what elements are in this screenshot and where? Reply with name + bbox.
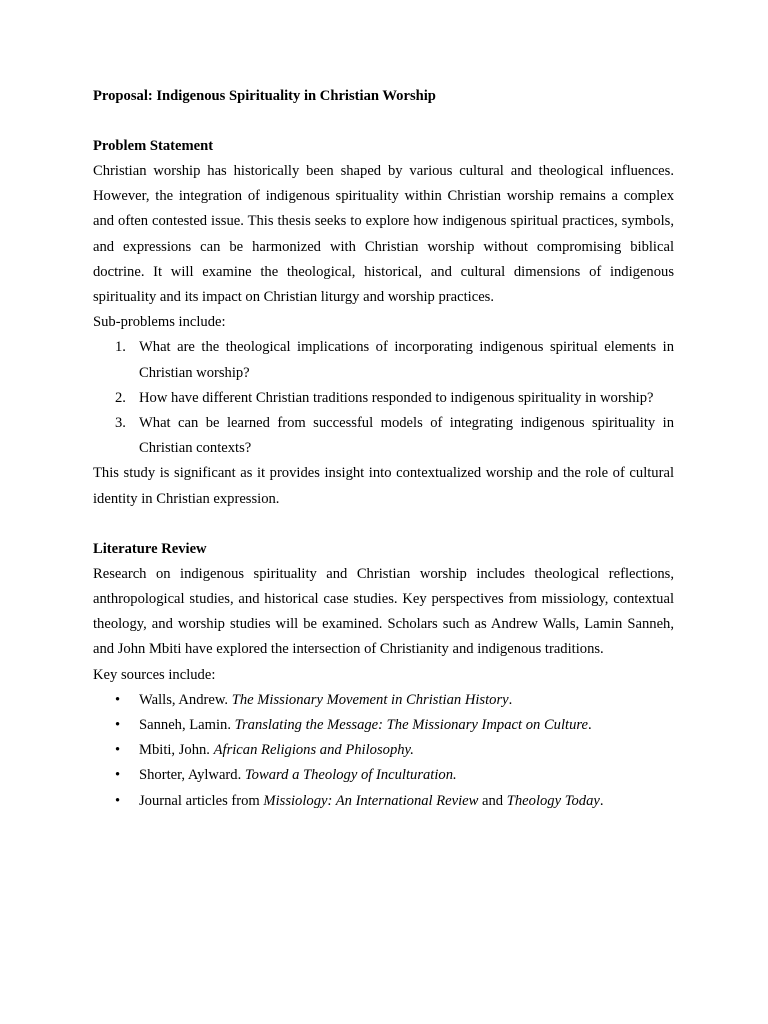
subproblem-text: What are the theological implications of incorporating indigenous spiritual elements in Christian worship?	[139, 339, 674, 381]
source-author: Walls, Andrew.	[139, 691, 232, 708]
section-spacer	[93, 512, 674, 537]
sources-intro: Key sources include:	[93, 666, 216, 683]
document-page	[93, 84, 674, 814]
subproblem-item	[93, 335, 674, 385]
significance-paragraph: This study is significant as it provides insight into contextualized worship and the role of cultural identity in Christian expression.	[93, 465, 674, 507]
source-work: Toward a Theology of Inculturation.	[244, 767, 457, 784]
literature-review-heading: Literature Review	[93, 540, 207, 557]
document-title: Proposal: Indigenous Spirituality in Christian Worship	[93, 88, 436, 104]
literature-review-paragraph: Research on indigenous spirituality and Christian worship includes theological reflections, anthropological studies, and historical case studies. Key perspectives from missiology, contextual theology, and worship studies will be examined. Scholars such as Andrew Walls, Lamin Sanneh, and John Mbiti have explored the intersection of Christianity and indigenous traditions.	[93, 565, 674, 658]
subproblem-text: How have different Christian traditions responded to indigenous spirituality in worship?	[139, 389, 654, 406]
source-item	[93, 738, 674, 763]
source-item-journals	[93, 789, 674, 814]
bullet-icon: •	[115, 717, 121, 734]
bullet-icon: •	[115, 742, 121, 759]
subproblems-intro: Sub-problems include:	[93, 314, 226, 331]
source-work: African Religions and Philosophy.	[213, 742, 414, 759]
source-item	[93, 763, 674, 788]
source-author: Sanneh, Lamin.	[139, 717, 235, 734]
list-number: 2.	[115, 389, 126, 406]
source-author: Shorter, Aylward.	[139, 767, 245, 784]
bullet-icon: •	[115, 767, 121, 784]
list-number: 1.	[115, 339, 126, 356]
source-item	[93, 688, 674, 713]
list-number: 3.	[115, 415, 126, 432]
journal-title-theology-today: Theology Today	[506, 792, 600, 809]
problem-statement-heading: Problem Statement	[93, 138, 214, 154]
journal-prefix: Journal articles from	[139, 792, 264, 809]
problem-statement-paragraph: Christian worship has historically been shaped by various cultural and theological influences. However, the integration of indigenous spirituality within Christian worship remains a complex and often contested issue. This thesis seeks to explore how indigenous spiritual practices, symbols, and expressions can be harmonized with Christian worship without compromising biblical doctrine. It will examine the theological, historical, and cultural dimensions of indigenous spirituality and its impact on Christian liturgy and worship practices.	[93, 163, 674, 306]
sources-list	[93, 688, 674, 814]
bullet-icon: •	[115, 792, 121, 809]
bullet-icon: •	[115, 691, 121, 708]
journal-end: .	[599, 792, 604, 809]
source-author: Mbiti, John.	[139, 742, 214, 759]
journal-title-missiology: Missiology: An International Review	[263, 792, 479, 809]
subproblems-list	[93, 335, 674, 461]
subproblem-item	[93, 386, 674, 411]
source-item	[93, 713, 674, 738]
journal-conjunction: and	[478, 792, 507, 809]
subproblem-text: What can be learned from successful models of integrating indigenous spirituality in Christian contexts?	[139, 415, 674, 457]
subproblem-item	[93, 411, 674, 461]
source-end: .	[508, 691, 513, 708]
source-work: The Missionary Movement in Christian History	[231, 691, 509, 708]
source-end: .	[588, 717, 592, 734]
source-work: Translating the Message: The Missionary Impact on Culture	[234, 717, 588, 734]
